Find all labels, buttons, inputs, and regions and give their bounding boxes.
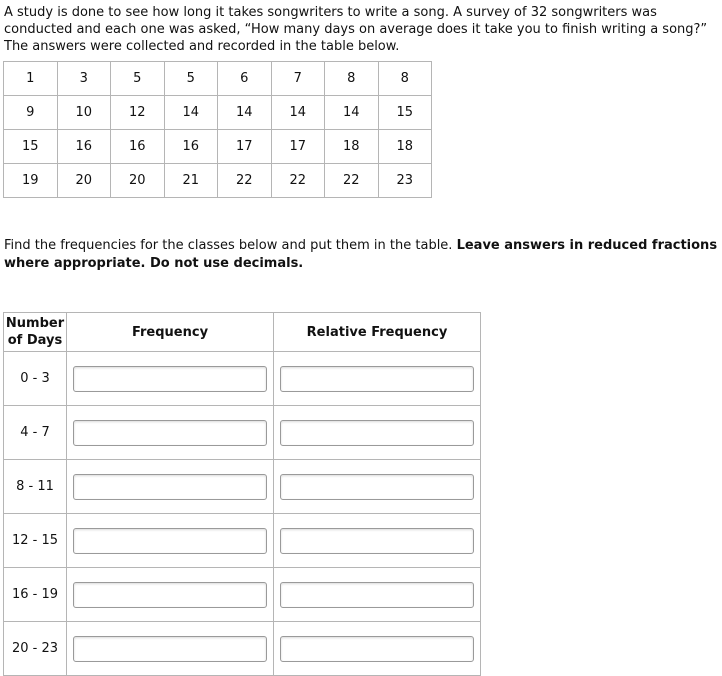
data-cell: 22 bbox=[325, 164, 379, 198]
data-cell: 17 bbox=[271, 130, 325, 164]
class-range: 16 - 19 bbox=[4, 568, 67, 622]
data-cell: 16 bbox=[111, 130, 165, 164]
table-row bbox=[4, 568, 481, 622]
data-cell: 10 bbox=[57, 96, 111, 130]
instructions bbox=[4, 237, 718, 273]
data-cell: 14 bbox=[271, 96, 325, 130]
header-frequency: Frequency bbox=[67, 313, 274, 352]
data-cell: 20 bbox=[57, 164, 111, 198]
data-cell: 8 bbox=[325, 62, 379, 96]
class-range: 4 - 7 bbox=[4, 406, 67, 460]
class-range: 12 - 15 bbox=[4, 514, 67, 568]
data-cell: 22 bbox=[218, 164, 272, 198]
data-cell: 18 bbox=[378, 130, 432, 164]
frequency-input[interactable] bbox=[73, 366, 267, 392]
instructions-text: Find the frequencies for the classes below and put them in the table. bbox=[4, 238, 457, 253]
relative-frequency-cell bbox=[274, 514, 481, 568]
frequency-input[interactable] bbox=[73, 636, 267, 662]
intro-line-2: conducted and each one was asked, “How many days on average does it take you to finish writing a song?” bbox=[4, 22, 708, 37]
data-cell: 23 bbox=[378, 164, 432, 198]
relative-frequency-cell bbox=[274, 352, 481, 406]
relative-frequency-cell bbox=[274, 406, 481, 460]
table-row bbox=[4, 164, 432, 198]
data-cell: 14 bbox=[325, 96, 379, 130]
data-cell: 21 bbox=[164, 164, 218, 198]
data-cell: 1 bbox=[4, 62, 58, 96]
frequency-input[interactable] bbox=[73, 420, 267, 446]
table-row bbox=[4, 460, 481, 514]
data-cell: 22 bbox=[271, 164, 325, 198]
header-days-line-2: of Days bbox=[7, 333, 63, 348]
frequency-cell bbox=[67, 460, 274, 514]
table-row bbox=[4, 130, 432, 164]
data-cell: 18 bbox=[325, 130, 379, 164]
table-row bbox=[4, 96, 432, 130]
relative-frequency-input[interactable] bbox=[280, 636, 474, 662]
data-cell: 14 bbox=[164, 96, 218, 130]
frequency-cell bbox=[67, 406, 274, 460]
relative-frequency-input[interactable] bbox=[280, 582, 474, 608]
relative-frequency-cell bbox=[274, 460, 481, 514]
data-cell: 12 bbox=[111, 96, 165, 130]
frequency-table bbox=[3, 312, 481, 676]
relative-frequency-cell bbox=[274, 622, 481, 676]
frequency-cell bbox=[67, 352, 274, 406]
data-cell: 6 bbox=[218, 62, 272, 96]
header-days-line-1: Number bbox=[5, 316, 65, 331]
frequency-input[interactable] bbox=[73, 528, 267, 554]
data-cell: 19 bbox=[4, 164, 58, 198]
class-range: 0 - 3 bbox=[4, 352, 67, 406]
data-cell: 5 bbox=[111, 62, 165, 96]
relative-frequency-input[interactable] bbox=[280, 366, 474, 392]
frequency-cell bbox=[67, 568, 274, 622]
intro-line-1: A study is done to see how long it takes songwriters to write a song. A survey of 32 songwriters was bbox=[4, 5, 657, 20]
relative-frequency-input[interactable] bbox=[280, 528, 474, 554]
data-cell: 7 bbox=[271, 62, 325, 96]
data-cell: 15 bbox=[378, 96, 432, 130]
relative-frequency-input[interactable] bbox=[280, 474, 474, 500]
frequency-table-header bbox=[4, 313, 481, 352]
data-cell: 17 bbox=[218, 130, 272, 164]
frequency-cell bbox=[67, 514, 274, 568]
class-range: 20 - 23 bbox=[4, 622, 67, 676]
data-cell: 5 bbox=[164, 62, 218, 96]
table-row bbox=[4, 514, 481, 568]
header-number-of-days bbox=[4, 313, 67, 352]
frequency-input[interactable] bbox=[73, 474, 267, 500]
data-cell: 14 bbox=[218, 96, 272, 130]
data-cell: 16 bbox=[57, 130, 111, 164]
relative-frequency-cell bbox=[274, 568, 481, 622]
relative-frequency-input[interactable] bbox=[280, 420, 474, 446]
problem-intro bbox=[4, 4, 718, 55]
table-row bbox=[4, 352, 481, 406]
survey-data-table bbox=[3, 61, 432, 198]
data-cell: 9 bbox=[4, 96, 58, 130]
data-cell: 3 bbox=[57, 62, 111, 96]
table-row bbox=[4, 62, 432, 96]
class-range: 8 - 11 bbox=[4, 460, 67, 514]
data-cell: 16 bbox=[164, 130, 218, 164]
frequency-input[interactable] bbox=[73, 582, 267, 608]
data-cell: 20 bbox=[111, 164, 165, 198]
table-row bbox=[4, 406, 481, 460]
header-relative-frequency: Relative Frequency bbox=[274, 313, 481, 352]
data-cell: 15 bbox=[4, 130, 58, 164]
table-row bbox=[4, 622, 481, 676]
intro-line-3: The answers were collected and recorded in the table below. bbox=[4, 39, 400, 54]
instructions-emphasis: Leave answers in reduced fractions where appropriate. Do not use decimals. bbox=[4, 238, 718, 271]
data-cell: 8 bbox=[378, 62, 432, 96]
frequency-cell bbox=[67, 622, 274, 676]
